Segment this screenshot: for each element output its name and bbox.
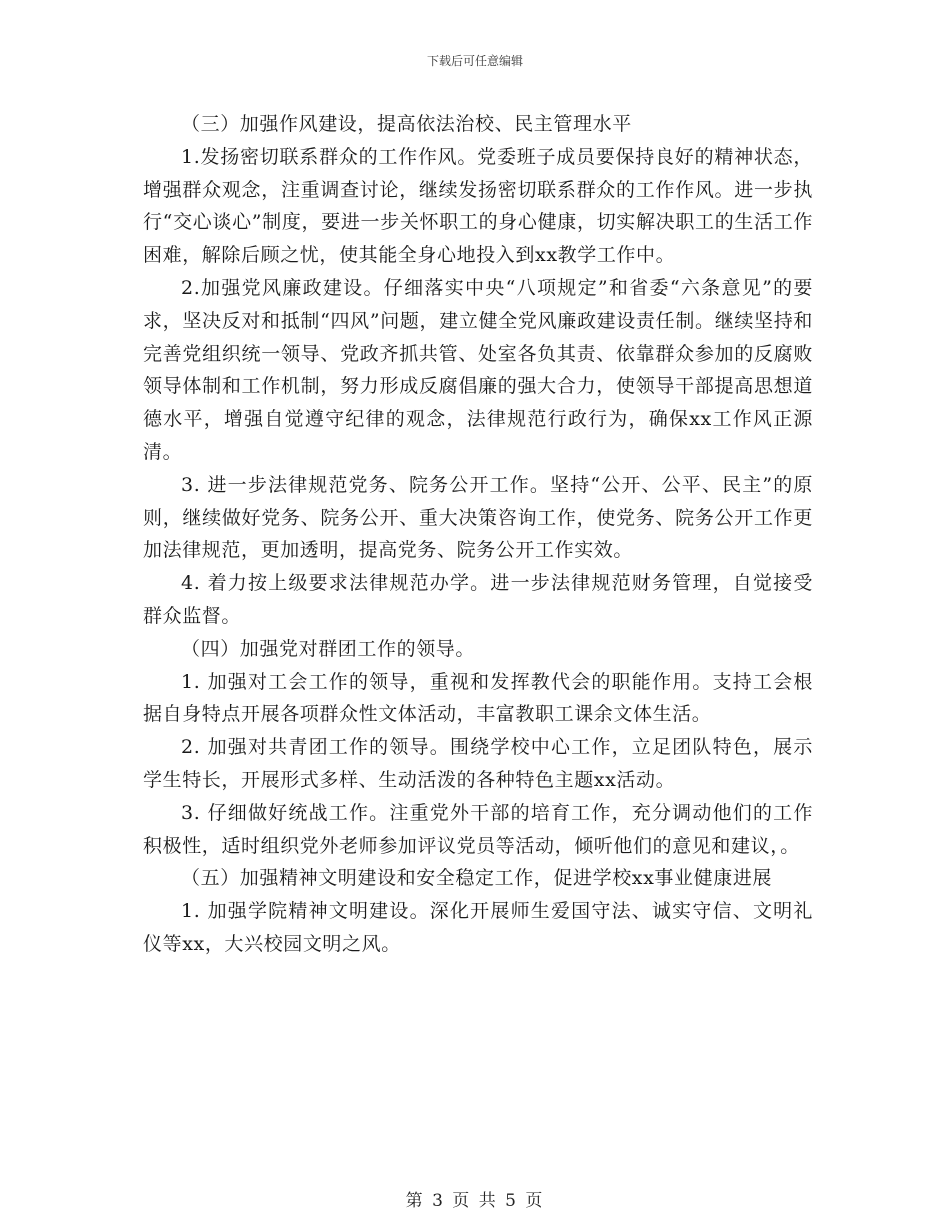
- paragraph: 1. 加强学院精神文明建设。深化开展师生爱国守法、诚实守信、文明礼仪等xx，大兴校园文明之风。: [143, 900, 813, 955]
- paragraph: 3. 仔细做好统战工作。注重党外干部的培育工作，充分调动他们的工作积极性，适时组织党外老师参加评议党员等活动，倾听他们的意见和建议，。: [143, 801, 813, 857]
- paragraph: 3. 进一步法律规范党务、院务公开工作。坚持“公开、公平、民主”的原则，继续做好党务、院务公开、重大决策咨询工作，使党务、院务公开工作更加法律规范，更加透明，提高党务、院务公开工作实效。: [143, 473, 813, 562]
- paragraph: 1.发扬密切联系群众的工作作风。党委班子成员要保持良好的精神状态，增强群众观念，注重调查讨论，继续发扬密切联系群众的工作作风。进一步执行“交心谈心”制度，要进一步关怀职工的身心健康，切实解决职工的生活工作困难，解除后顾之忧，使其能全身心地投入到xx教学工作中。: [143, 145, 813, 267]
- paragraph: 4. 着力按上级要求法律规范办学。进一步法律规范财务管理，自觉接受群众监督。: [143, 572, 813, 627]
- paragraph: 2.加强党风廉政建设。仔细落实中央“八项规定”和省委“六条意见”的要求，坚决反对和抵制“四风”问题，建立健全党风廉政建设责任制。继续坚持和完善党组织统一领导、党政齐抓共管、处室各负其责、依靠群众参加的反腐败领导体制和工作机制，努力形成反腐倡廉的强大合力，使领导干部提高思想道德水平，增强自觉遵守纪律的观念，法律规范行政行为，确保xx工作风正源清。: [143, 276, 813, 463]
- page-header: 下载后可任意编辑: [426, 54, 523, 68]
- section-heading-3: （三）加强作风建设，提高依法治校、民主管理水平: [181, 113, 632, 135]
- page-number-footer: 第 3 页 共 5 页: [405, 1191, 545, 1211]
- section-heading-4: （四）加强党对群团工作的领导。: [181, 637, 476, 660]
- section-heading-5: （五）加强精神文明建设和安全稳定工作，促进学校xx事业健康进展: [181, 867, 773, 890]
- paragraph: 1. 加强对工会工作的领导，重视和发挥教代会的职能作用。支持工会根据自身特点开展各项群众性文体活动，丰富教职工课余文体生活。: [143, 670, 813, 726]
- paragraph: 2. 加强对共青团工作的领导。围绕学校中心工作，立足团队特色，展示学生特长，开展形式多样、生动活泼的各种特色主题xx活动。: [143, 736, 813, 791]
- document-body: [143, 108, 813, 961]
